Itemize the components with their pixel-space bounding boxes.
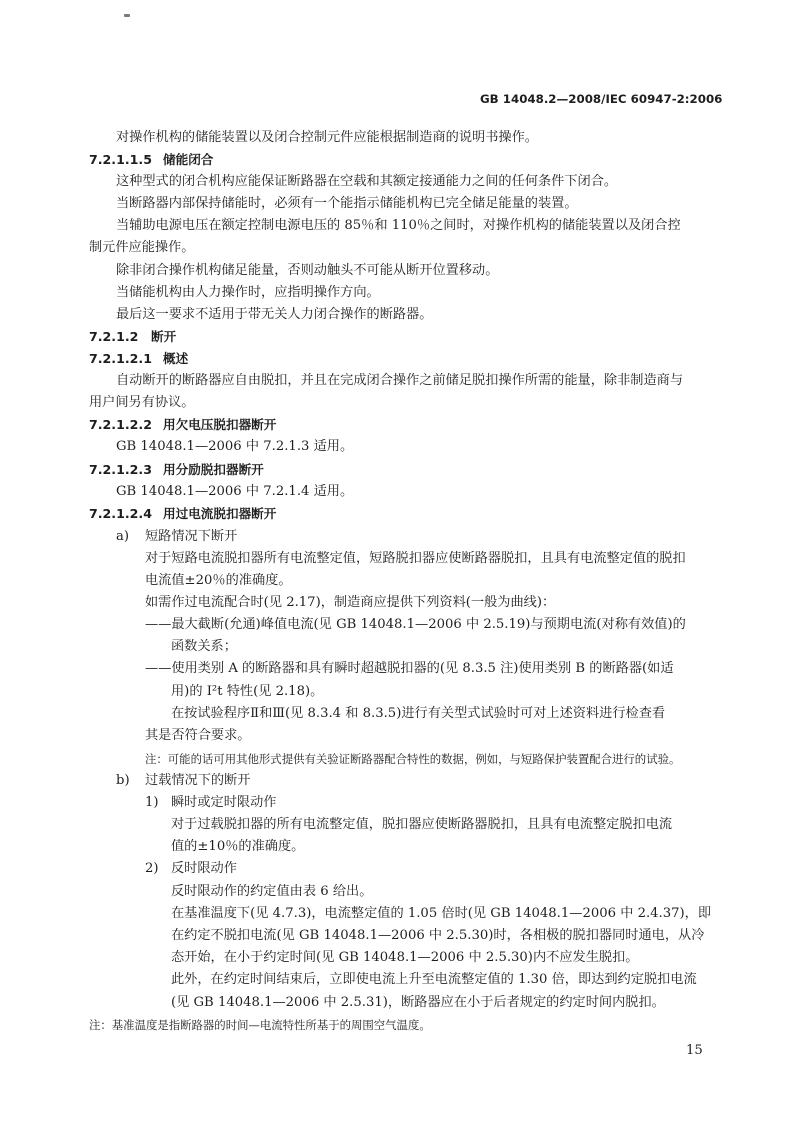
paragraph: 对于短路电流脱扣器所有电流整定值，短路脱扣器应使断路器脱扣，且具有电流整定值的脱扣 <box>145 551 686 566</box>
section-title: 断开 <box>151 329 177 344</box>
dash-item: ——最大截断(允通)峰值电流(见 GB 14048.1—2006 中 2.5.19)与预期电流(对称有效值)的 <box>145 617 686 632</box>
note: 注：基准温度是指断路器的时间—电流特性所基于的周围空气温度。 <box>89 1018 431 1032</box>
page-header: GB 14048.2—2008/IEC 60947-2:2006 <box>480 92 723 106</box>
paragraph: 对于过载脱扣器的所有电流整定值，脱扣器应使断路器脱扣，且具有电流整定脱扣电流 <box>171 817 673 832</box>
paragraph: 在按试验程序Ⅱ和Ⅲ(见 8.3.4 和 8.3.5)进行有关型式试验时可对上述资料进行检查看 <box>171 706 666 721</box>
section-title: 用分励脱扣器断开 <box>163 462 264 477</box>
list-item-title: 过载情况下的断开 <box>145 773 251 788</box>
paragraph-continuation: 值的±10％的准确度。 <box>171 839 305 854</box>
section-title: 用欠电压脱扣器断开 <box>163 417 277 432</box>
list-item-title: 短路情况下断开 <box>145 529 238 544</box>
paragraph-continuation: 用户间另有协议。 <box>89 395 195 410</box>
paragraph: GB 14048.1—2006 中 7.2.1.4 适用。 <box>116 484 354 499</box>
paragraph-continuation: 电流值±20％的准确度。 <box>145 573 292 588</box>
paragraph: 这种型式的闭合机构应能保证断路器在空载和其额定接通能力之间的任何条件下闭合。 <box>116 174 618 189</box>
section-title: 储能闭合 <box>163 152 214 167</box>
section-number: 7.2.1.2.3 <box>89 462 152 477</box>
section-number: 7.2.1.2 <box>89 329 139 344</box>
dash-item-continuation: 函数关系； <box>171 639 237 654</box>
paragraph: 除非闭合操作机构储足能量，否则动触头不可能从断开位置移动。 <box>116 263 499 278</box>
paragraph: GB 14048.1—2006 中 7.2.1.3 适用。 <box>116 439 354 454</box>
sublist-label: 1) <box>145 795 159 810</box>
paragraph: 当断路器内部保持储能时，必须有一个能指示储能机构已完全储足能量的装置。 <box>116 196 578 211</box>
dash-item: ——使用类别 A 的断路器和具有瞬时超越脱扣器的(见 8.3.5 注)使用类别 B 的断路器(如适 <box>145 661 674 676</box>
page-number: 15 <box>686 1043 703 1058</box>
paragraph: 反时限动作的约定值由表 6 给出。 <box>171 884 373 899</box>
section-title: 用过电流脱扣器断开 <box>163 506 277 521</box>
section-number: 7.2.1.2.4 <box>89 506 152 521</box>
paragraph: 当辅助电源电压在额定控制电源电压的 85％和 110％之间时，对操作机构的储能装置以及闭合控 <box>116 218 681 233</box>
scan-mark <box>124 14 130 17</box>
note: 注：可能的话可用其他形式提供有关验证断路器配合特性的数据，例如，与短路保护装置配合进行的试验。 <box>145 752 681 766</box>
paragraph-continuation: 其是否符合要求。 <box>145 728 251 743</box>
section-title: 概述 <box>163 351 189 366</box>
paragraph: 自动断开的断路器应自由脱扣，并且在完成闭合操作之前储足脱扣操作所需的能量，除非制造商与 <box>116 373 684 388</box>
list-label: a) <box>116 529 130 544</box>
section-number: 7.2.1.2.1 <box>89 351 152 366</box>
paragraph-continuation: 制元件应能操作。 <box>89 240 195 255</box>
section-number: 7.2.1.1.5 <box>89 152 152 167</box>
paragraph: 此外，在约定时间结束后，立即使电流上升至电流整定值的 1.30 倍，即达到约定脱扣电流 <box>171 972 697 987</box>
paragraph: 最后这一要求不适用于带无关人力闭合操作的断路器。 <box>116 307 433 322</box>
paragraph-continuation: 态开始，在小于约定时间(见 GB 14048.1—2006 中 2.5.30)内不应发生脱扣。 <box>171 950 639 965</box>
paragraph-continuation: 在约定不脱扣电流(见 GB 14048.1—2006 中 2.5.30)时，各相极的脱扣器同时通电，从冷 <box>171 928 705 943</box>
list-label: b) <box>116 773 130 788</box>
sublist-item-title: 反时限动作 <box>171 861 237 876</box>
paragraph: 在基准温度下(见 4.7.3)，电流整定值的 1.05 倍时(见 GB 14048.1—2006 中 2.4.37)，即 <box>171 906 712 921</box>
paragraph: 当储能机构由人力操作时，应指明操作方向。 <box>116 285 380 300</box>
paragraph-continuation: (见 GB 14048.1—2006 中 2.5.31)，断路器应在小于后者规定的约定时间内脱扣。 <box>171 995 665 1010</box>
section-number: 7.2.1.2.2 <box>89 417 152 432</box>
paragraph: 对操作机构的储能装置以及闭合控制元件应能根据制造商的说明书操作。 <box>116 130 538 145</box>
sublist-item-title: 瞬时或定时限动作 <box>171 795 277 810</box>
sublist-label: 2) <box>145 861 159 876</box>
paragraph: 如需作过电流配合时(见 2.17)，制造商应提供下列资料(一般为曲线)： <box>145 595 556 610</box>
dash-item-continuation: 用)的 I²t 特性(见 2.18)。 <box>171 684 324 699</box>
